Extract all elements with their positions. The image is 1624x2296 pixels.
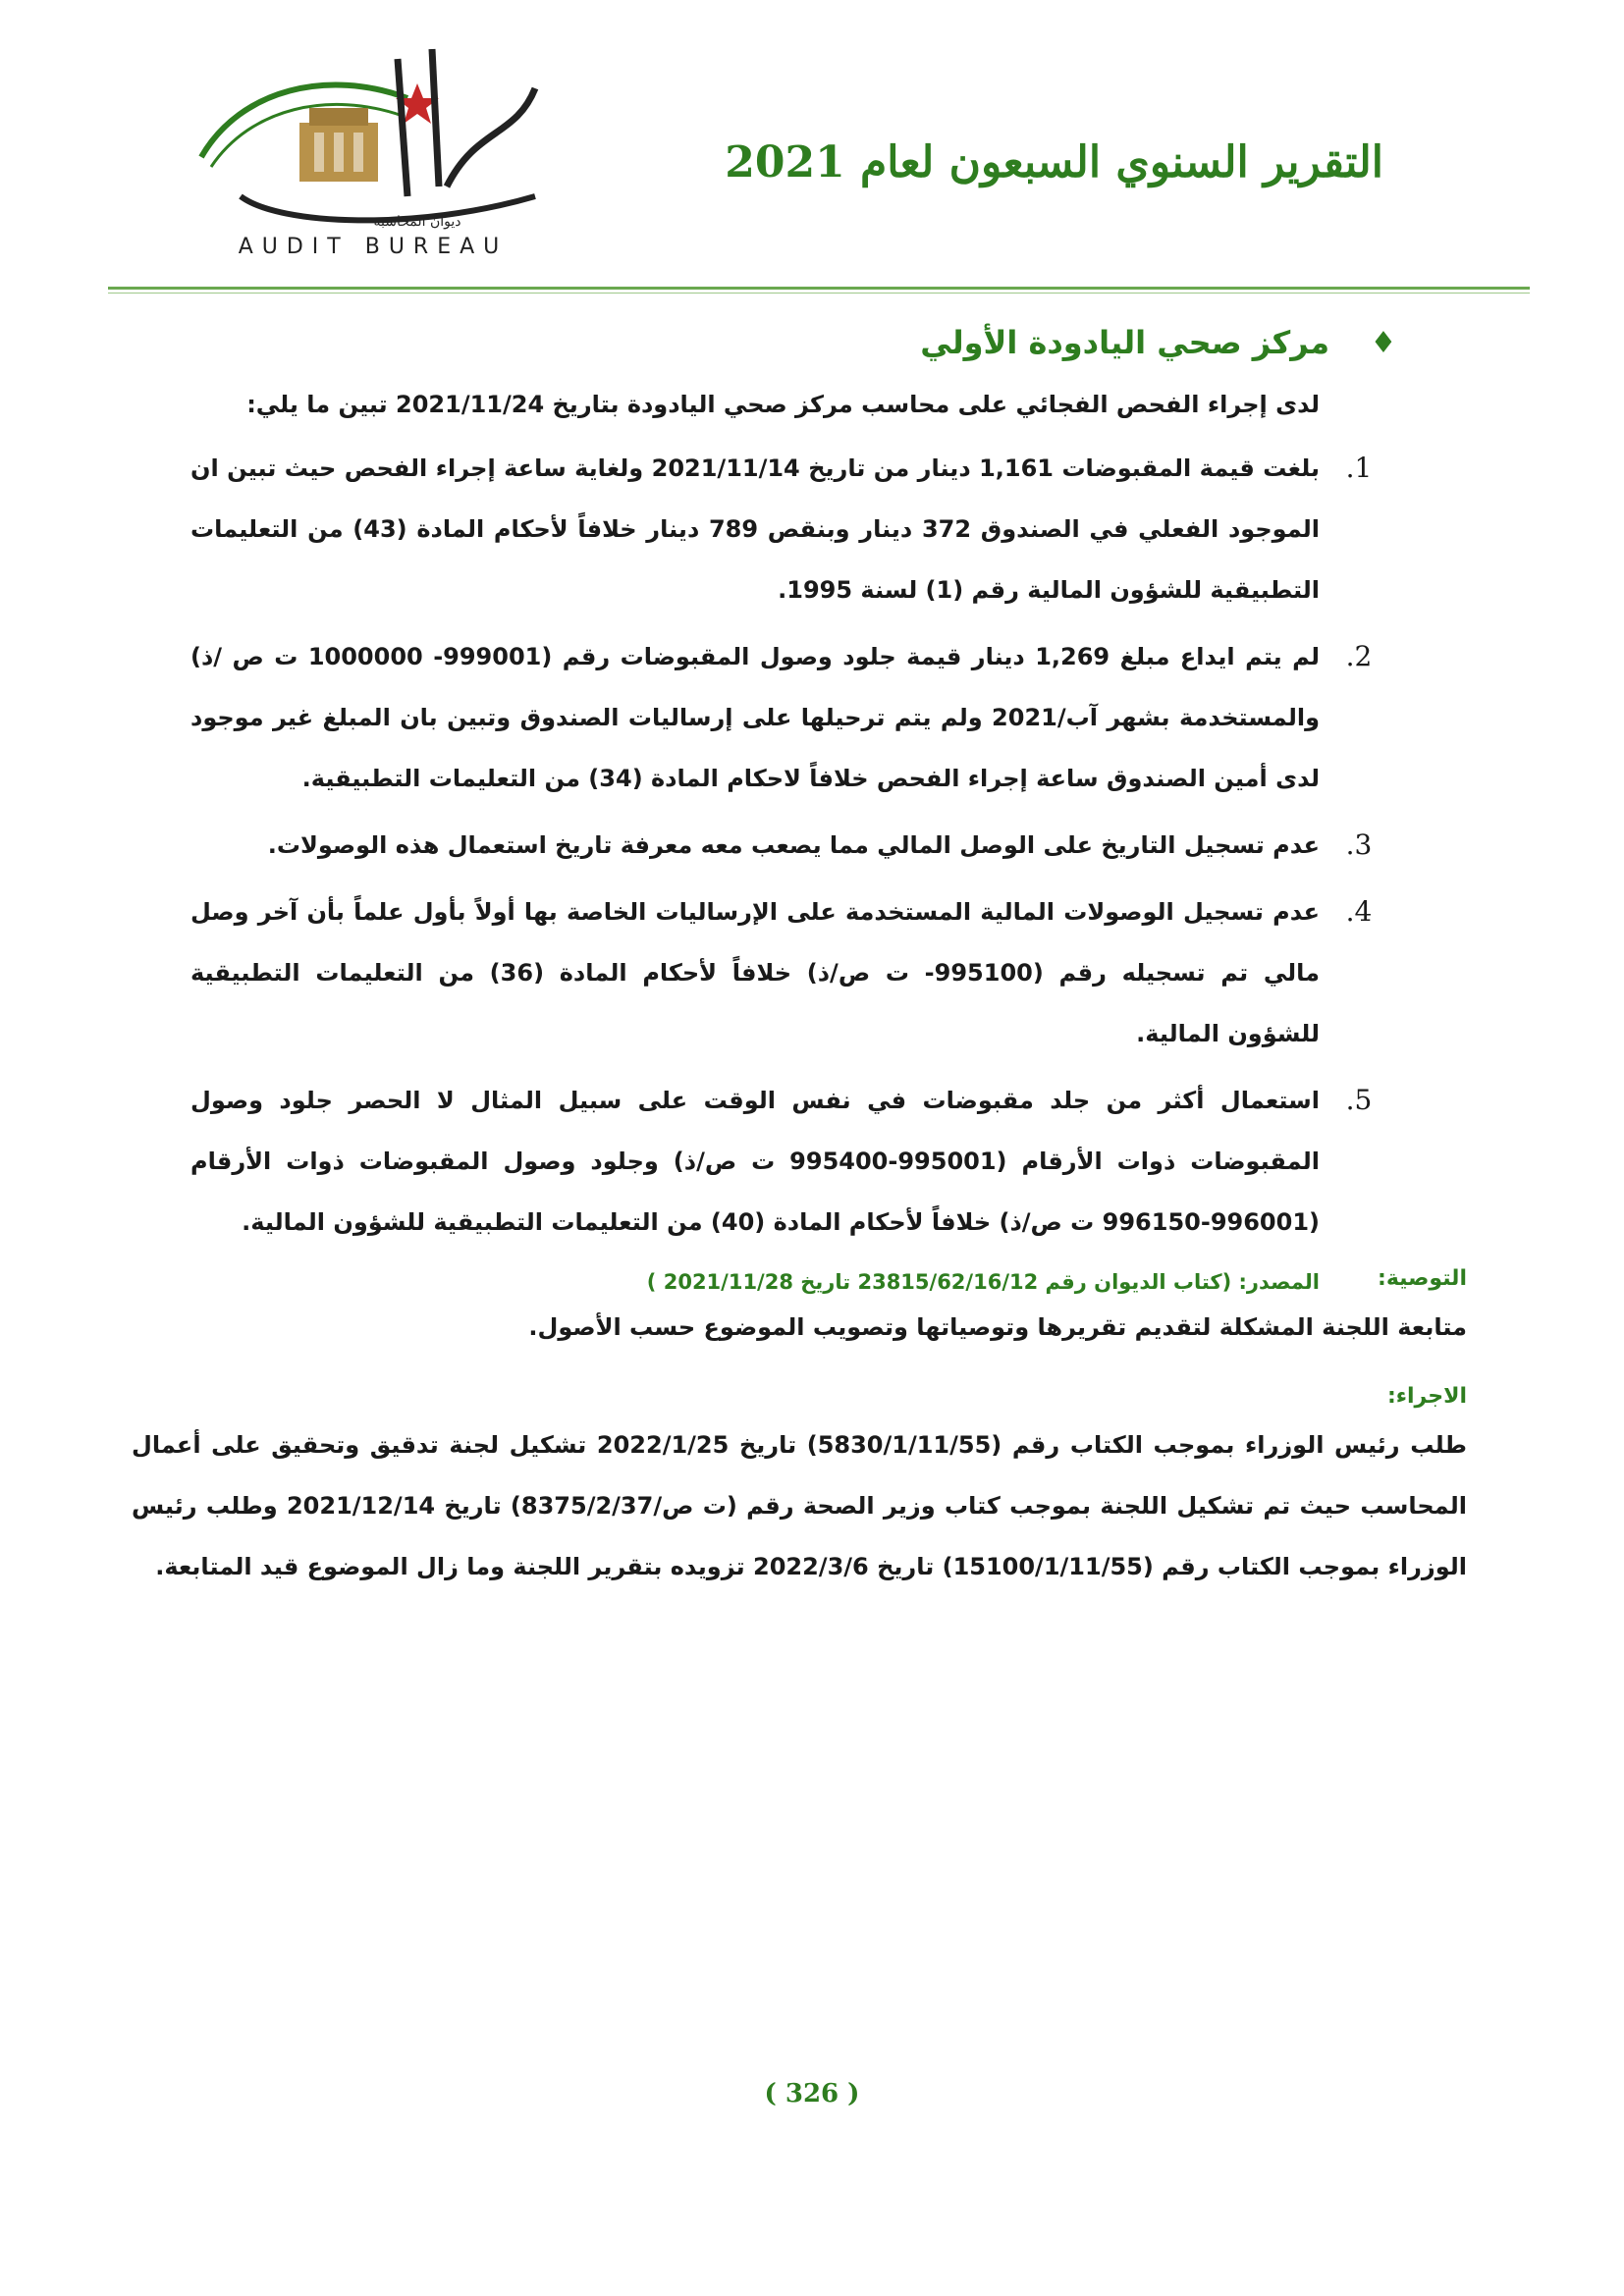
diamond-bullet-icon: ♦ bbox=[1370, 325, 1397, 360]
list-item bbox=[190, 881, 1398, 1064]
page-number: ( 326 ) bbox=[764, 2079, 860, 2109]
logo-english-text: AUDIT BUREAU bbox=[238, 235, 509, 259]
list-item-text: استعمال أكثر من جلد مقبوضات في نفس الوقت على سبيل المثال لا الحصر جلود وصول المقبوضات ذوات الأرقام (995001-995400 ت ص/ذ) وجلود وصول المقبوضات ذوات الأرقام (996001-996150 ت ص/ذ) خلافاً لأحكام المادة (40) من التعليمات التطبيقية للشؤون المالية. bbox=[190, 1087, 1320, 1236]
recommendation-label: التوصية: bbox=[1378, 1266, 1467, 1291]
list-item-number: 5. bbox=[1345, 1084, 1373, 1116]
list-item-number: 2. bbox=[1345, 640, 1373, 672]
action-text: طلب رئيس الوزراء بموجب الكتاب رقم (5830/1/11/55) تاريخ 2022/1/25 تشكيل لجنة تدقيق وتحقيق على أعمال المحاسب حيث تم تشكيل اللجنة بموجب كتاب وزير الصحة رقم (ت ص/8375/2/37) تاريخ 2021/12/14 وطلب رئيس الوزراء بموجب الكتاب رقم (15100/1/11/55) تاريخ 2022/3/6 تزويده بتقرير اللجنة وما زال الموضوع قيد المتابعة. bbox=[132, 1431, 1468, 1580]
list-item-number: 4. bbox=[1345, 895, 1373, 928]
list-item bbox=[190, 815, 1398, 876]
action-block bbox=[132, 1384, 1467, 1597]
logo-arabic-text: ديوان المحاسبة bbox=[373, 214, 461, 230]
list-item-number: 3. bbox=[1345, 828, 1373, 861]
list-item bbox=[190, 1070, 1398, 1253]
report-title: التقرير السنوي السبعون لعام 2021 bbox=[725, 137, 1383, 187]
section-title: مركز صحي اليادودة الأولي bbox=[920, 324, 1329, 361]
recommendation-block bbox=[132, 1266, 1467, 1358]
section-heading bbox=[190, 324, 1398, 361]
audit-bureau-logo bbox=[182, 29, 565, 265]
source-reference: المصدر: (كتاب الديوان رقم 23815/62/16/12 تاريخ 2021/11/28 ) bbox=[646, 1270, 1320, 1294]
header-divider-thin bbox=[108, 293, 1530, 294]
recommendation-text: متابعة اللجنة المشكلة لتقديم تقريرها وتوصياتها وتصويب الموضوع حسب الأصول. bbox=[528, 1313, 1467, 1341]
list-item-number: 1. bbox=[1345, 452, 1373, 484]
section-intro: لدى إجراء الفحص الفجائي على محاسب مركز صحي اليادودة بتاريخ 2021/11/24 تبين ما يلي: bbox=[246, 391, 1320, 418]
header-divider bbox=[108, 287, 1530, 290]
list-item bbox=[190, 626, 1398, 809]
action-label: الاجراء: bbox=[1386, 1384, 1467, 1409]
logo-emblem bbox=[182, 29, 565, 265]
list-item-text: عدم تسجيل الوصولات المالية المستخدمة على الإرساليات الخاصة بها أولاً بأول علماً بأن آخر وصل مالي تم تسجيله رقم (995100- ت ص/ذ) خلافاً لأحكام المادة (36) من التعليمات التطبيقية للشؤون المالية. bbox=[190, 898, 1320, 1047]
list-item-text: بلغت قيمة المقبوضات 1,161 دينار من تاريخ 2021/11/14 ولغاية ساعة إجراء الفحص حيث تبين ان الموجود الفعلي في الصندوق 372 دينار وبنقص 789 دينار خلافاً لأحكام المادة (43) من التعليمات التطبيقية للشؤون المالية رقم (1) لسنة 1995. bbox=[190, 454, 1321, 604]
main-content bbox=[190, 324, 1398, 1294]
list-item bbox=[190, 438, 1398, 620]
list-item-text: لم يتم ايداع مبلغ 1,269 دينار قيمة جلود وصول المقبوضات رقم (999001- 1000000 ت ص /ذ) والمستخدمة بشهر آب/2021 ولم يتم ترحيلها على إرساليات الصندوق وتبين بان المبلغ غير موجود لدى أمين الصندوق ساعة إجراء الفحص خلافاً لاحكام المادة (34) من التعليمات التطبيقية. bbox=[190, 643, 1320, 792]
list-item-text: عدم تسجيل التاريخ على الوصل المالي مما يصعب معه معرفة تاريخ استعمال هذه الوصولات. bbox=[267, 831, 1320, 859]
